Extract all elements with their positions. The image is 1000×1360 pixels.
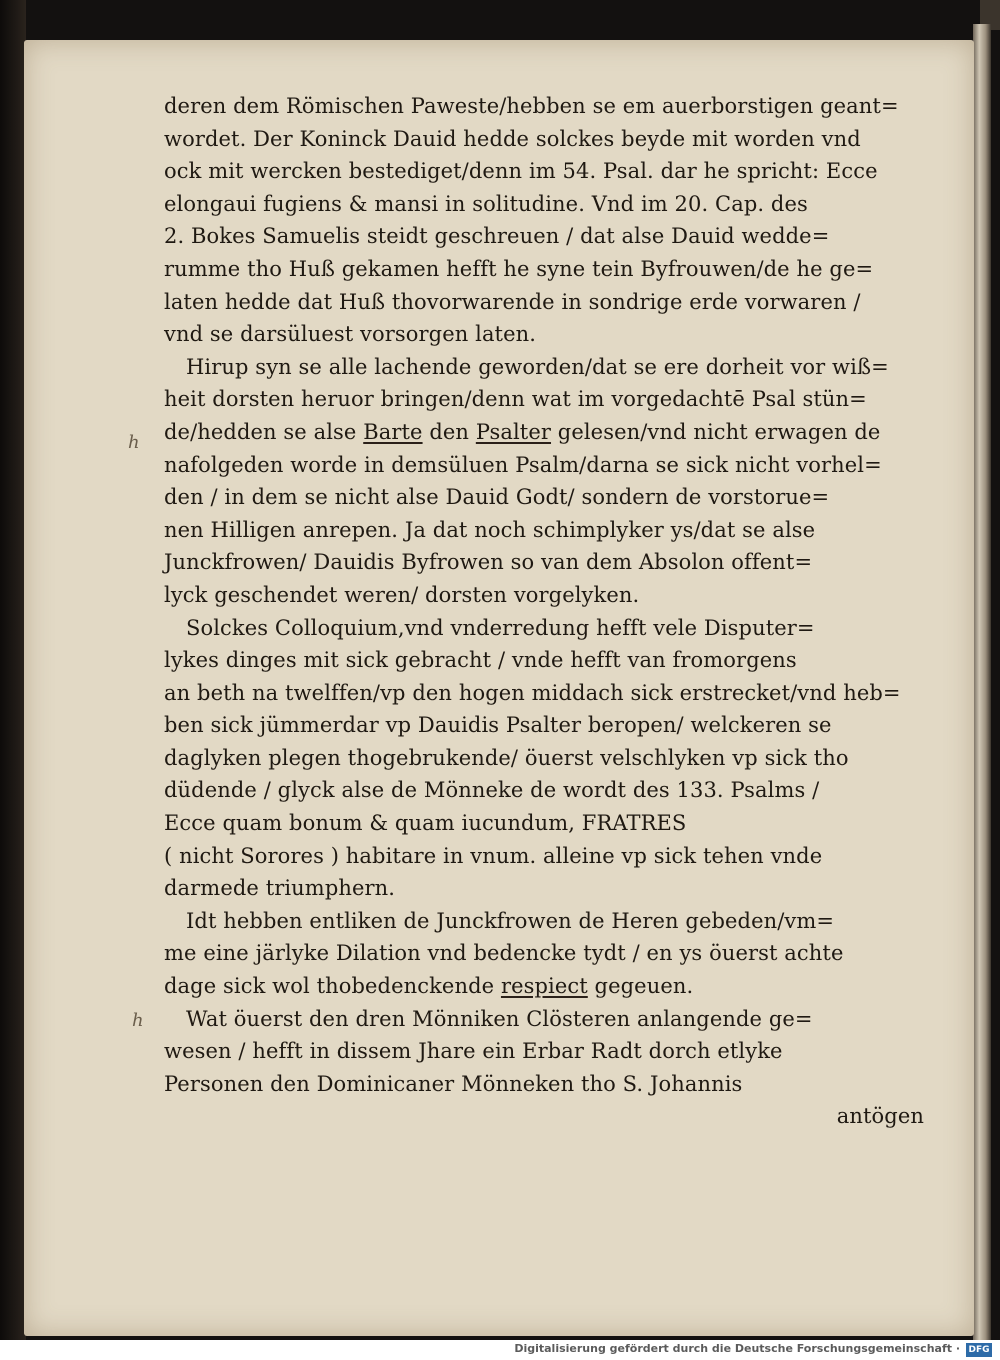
text-line: Wat öuerst den dren Mönniken Clösteren anlangende ge= — [186, 1006, 813, 1031]
text-line: Idt hebben entliken de Junckfrowen de Heren gebeden/vm= — [186, 908, 835, 933]
digitization-footer — [0, 1340, 1000, 1360]
margin-annotation: h — [132, 1010, 144, 1031]
text-line: 2. Bokes Samuelis steidt geschreuen / dat alse Dauid wedde= — [164, 224, 830, 249]
text-line: deren dem Römischen Paweste/hebben se em auerborstigen geant= — [164, 94, 899, 118]
text-line: lykes dinges mit sick gebracht / vnde hefft van fromorgens — [164, 648, 797, 673]
footer-credit: Digitalisierung gefördert durch die Deutsche Forschungsgemeinschaft · — [514, 1342, 960, 1355]
text-line: den / in dem se nicht alse Dauid Godt/ sondern de vorstorue= — [164, 485, 830, 510]
text-line: darmede triumphern. — [164, 876, 396, 901]
underlined-word: Psalter — [475, 419, 552, 444]
text-line: heit dorsten heruor bringen/denn wat im vorgedachtē Psal stün= — [164, 387, 867, 412]
text-line: wordet. Der Koninck Dauid hedde solckes beyde mit worden vnd — [164, 126, 861, 151]
text-line: lyck geschendet weren/ dorsten vorgelyken. — [164, 582, 640, 607]
page-edge — [973, 24, 991, 1340]
paragraph-2 — [164, 351, 924, 612]
text-line: elongaui fugiens & mansi in solitudine. Vnd im 20. Cap. des — [164, 191, 808, 216]
paragraph-1 — [164, 90, 924, 351]
text-line: daglyken plegen thogebrukende/ öuerst velschlyken vp sick tho — [164, 745, 849, 770]
text-line: vnd se darsüluest vorsorgen laten. — [164, 322, 537, 347]
text-line: Ecce quam bonum & quam iucundum, FRATRES — [164, 811, 687, 836]
text-line: ock mit wercken bestediget/denn im 54. Psal. dar he spricht: Ecce — [164, 159, 878, 184]
text-line: Junckfrowen/ Dauidis Byfrowen so van dem Absolon offent= — [164, 550, 813, 575]
text-line: nafolgeden worde in demsüluen Psalm/darna se sick nicht vorhel= — [164, 452, 882, 477]
underlined-word: respiect — [500, 974, 588, 999]
text-line: rumme tho Huß gekamen hefft he syne tein Byfrouwen/de he ge= — [164, 256, 874, 281]
text-line: wesen / hefft in dissem Jhare ein Erbar Radt dorch etlyke — [164, 1039, 783, 1064]
text-line: Solckes Colloquium,vnd vnderredung hefft vele Disputer= — [186, 615, 815, 640]
catchword: antögen — [836, 1104, 924, 1129]
text-line: Personen den Dominicaner Mönneken tho S. Johannis — [164, 1071, 743, 1096]
text-line: nen Hilligen anrepen. Ja dat noch schimplyker ys/dat se alse — [164, 517, 816, 542]
scan-left-shadow — [0, 0, 26, 1340]
underlined-word: Barte — [363, 419, 423, 444]
dfg-logo: DFG — [966, 1343, 992, 1357]
text-line: ben sick jümmerdar vp Dauidis Psalter beropen/ welckeren se — [164, 713, 832, 738]
text-line: Hirup syn se alle lachende geworden/dat se ere dorheit vor wiß= — [186, 354, 889, 379]
text-line: me eine järlyke Dilation vnd bedencke tydt / en ys öuerst achte — [164, 941, 844, 966]
margin-annotation: h — [128, 432, 140, 453]
text-line: de/hedden se alse Barte den Psalter gelesen/vnd nicht erwagen de — [164, 419, 881, 444]
text-line: düdende / glyck alse de Mönneke de wordt des 133. Psalms / — [164, 778, 820, 803]
text-line: ( nicht Sorores ) habitare in vnum. alleine vp sick tehen vnde — [164, 843, 823, 868]
paragraph-3 — [164, 612, 924, 905]
paragraph-4 — [164, 905, 924, 1003]
text-line: dage sick wol thobedenckende respiect gegeuen. — [164, 974, 694, 999]
text-line: an beth na twelffen/vp den hogen middach sick erstrecket/vnd heb= — [164, 680, 901, 705]
text-line: laten hedde dat Huß thovorwarende in sondrige erde vorwaren / — [164, 289, 861, 314]
paragraph-5 — [164, 1003, 924, 1101]
book-page — [24, 40, 974, 1336]
page-text — [164, 90, 924, 1133]
